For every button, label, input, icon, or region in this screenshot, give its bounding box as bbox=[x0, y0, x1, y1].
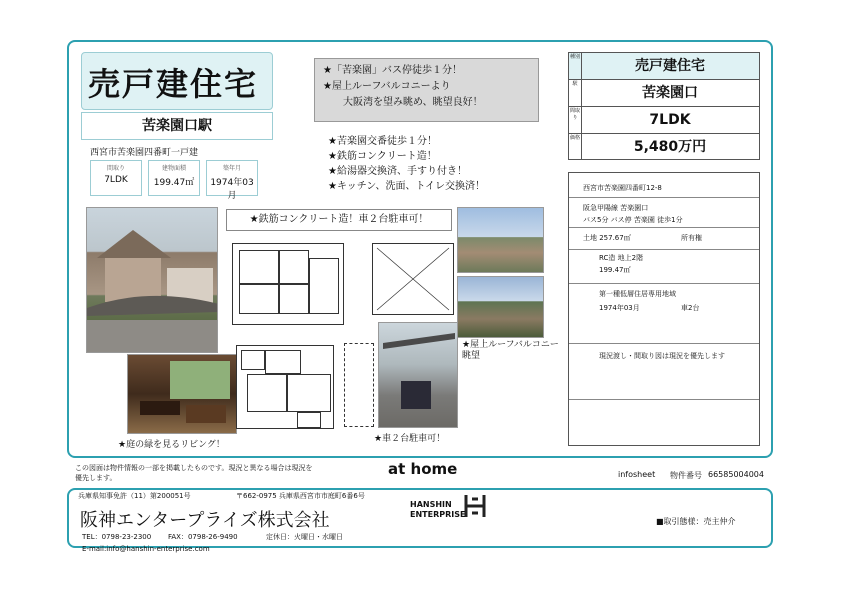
summary-row-price bbox=[569, 134, 759, 160]
divider bbox=[569, 283, 759, 284]
divider bbox=[569, 249, 759, 250]
plan-room bbox=[239, 250, 279, 284]
summary-label: 価格 bbox=[569, 134, 582, 160]
plan-room bbox=[241, 350, 265, 370]
company-tel: TEL：0798-23-2300 bbox=[82, 533, 152, 541]
plan-room bbox=[297, 412, 321, 428]
detail-structure: RC造 地上2階 bbox=[599, 254, 644, 262]
summary-station: 苦楽園口 bbox=[642, 85, 698, 101]
summary-type: 売戸建住宅 bbox=[635, 58, 705, 74]
summary-row-station bbox=[569, 80, 759, 107]
promo-line: 大阪湾を望み眺め、眺望良好！ bbox=[343, 97, 483, 108]
summary-row-type bbox=[569, 53, 759, 80]
property-number: 66585004004 bbox=[708, 470, 764, 479]
summary-row-layout bbox=[569, 107, 759, 134]
plan-room bbox=[247, 374, 287, 412]
details-table bbox=[568, 172, 760, 446]
summary-label: 間取り bbox=[569, 107, 582, 133]
plan-room bbox=[279, 250, 309, 284]
plan-room bbox=[279, 284, 309, 314]
view-photo-1 bbox=[457, 207, 544, 273]
detail-location: 西宮市苦楽園四番町12-8 bbox=[583, 184, 662, 192]
plan-room bbox=[239, 284, 279, 314]
view-photo-2 bbox=[457, 276, 544, 338]
floor-plan-2f bbox=[236, 345, 334, 429]
company-brand-line2: ENTERPRISE bbox=[410, 510, 466, 519]
detail-land-area: 土地 257.67㎡ bbox=[583, 234, 631, 242]
page-title: 売戸建住宅 bbox=[88, 65, 259, 103]
promo-box bbox=[314, 58, 539, 122]
living-illustration bbox=[128, 355, 237, 434]
parking-plan bbox=[344, 343, 374, 427]
living-caption: ★庭の緑を見るリビング！ bbox=[118, 440, 225, 450]
company-holiday: 定休日：火曜日・水曜日 bbox=[266, 533, 343, 541]
detail-built: 1974年03月 bbox=[599, 304, 640, 312]
spec-label: 築年月 bbox=[222, 165, 241, 172]
property-no-label: 物件番号 bbox=[670, 471, 702, 480]
feature-item: ★給湯器交換済、手すり付き！ bbox=[328, 166, 467, 177]
spec-label: 間取り bbox=[106, 165, 125, 172]
house-illustration bbox=[87, 208, 218, 353]
divider bbox=[569, 197, 759, 198]
summary-price: 5,480万円 bbox=[633, 139, 707, 155]
summary-label: 種別 bbox=[569, 53, 582, 79]
company-fax: FAX：0798-26-9490 bbox=[168, 533, 238, 541]
transaction-type: ■取引態様：売主仲介 bbox=[656, 517, 736, 526]
company-license: 兵庫県知事免許（11）第200051号 bbox=[78, 492, 191, 500]
detail-parking: 車2台 bbox=[681, 304, 700, 312]
detail-land-right: 所有権 bbox=[681, 234, 702, 242]
company-logo-mark bbox=[462, 493, 488, 519]
floor-plan-1f bbox=[232, 243, 344, 325]
spec-value: 199.47㎡ bbox=[153, 178, 195, 188]
plan-room bbox=[287, 374, 331, 412]
parking-illustration bbox=[379, 323, 458, 428]
spec-label: 建物面積 bbox=[161, 165, 186, 172]
detail-remarks: 現況渡し・間取り図は現況を優先します bbox=[599, 352, 725, 360]
plan-room bbox=[309, 258, 339, 314]
floor-plan-roof bbox=[372, 243, 454, 315]
detail-zoning: 第一種低層住居専用地域 bbox=[599, 290, 676, 298]
promo-line: ★「苦楽園」バス停徒歩１分！ bbox=[323, 65, 462, 76]
detail-building-area: 199.47㎡ bbox=[599, 266, 631, 274]
company-brand-line1: HANSHIN bbox=[410, 500, 452, 509]
parking-caption: ★車２台駐車可！ bbox=[374, 434, 446, 444]
notice-text: この図面は物件情報の一部を掲載したものです。現況と異なる場合は現況を優先します。 bbox=[75, 464, 313, 482]
infosheet-label: infosheet bbox=[618, 470, 656, 479]
exterior-photo bbox=[86, 207, 218, 353]
summary-table bbox=[568, 52, 760, 160]
divider bbox=[569, 343, 759, 344]
plan-room bbox=[265, 350, 301, 374]
feature-list bbox=[328, 134, 485, 194]
summary-layout: 7LDK bbox=[649, 112, 691, 128]
spec-layout bbox=[90, 160, 142, 196]
roof-plan-lines bbox=[373, 244, 453, 314]
company-address: 〒662-0975 兵庫県西宮市市庭町6番6号 bbox=[236, 492, 365, 500]
divider bbox=[569, 399, 759, 400]
parking-banner: ★鉄筋コンクリート造！車２台駐車可！ bbox=[226, 209, 452, 231]
detail-access: バス5分 バス停 苦楽園 徒歩1分 bbox=[583, 216, 683, 224]
address-short: 西宮市苦楽園四番町一戸建 bbox=[90, 148, 199, 158]
station-name: 苦楽園口駅 bbox=[81, 112, 273, 140]
living-photo bbox=[127, 354, 237, 434]
feature-item: ★鉄筋コンクリート造！ bbox=[328, 151, 437, 162]
divider bbox=[569, 227, 759, 228]
detail-line: 阪急甲陽線 苦楽園口 bbox=[583, 204, 649, 212]
spec-built bbox=[206, 160, 258, 201]
spec-value: 7LDK bbox=[104, 175, 128, 185]
summary-label: 駅 bbox=[569, 80, 582, 106]
spec-building-area bbox=[148, 160, 200, 196]
parking-photo bbox=[378, 322, 458, 428]
feature-item: ★キッチン、洗面、トイレ交換済！ bbox=[328, 181, 485, 192]
promo-line: ★屋上ルーフバルコニーより bbox=[323, 81, 451, 92]
spec-value: 1974年03月 bbox=[210, 178, 254, 201]
roof-caption: ★屋上ルーフバルコニー眺望 bbox=[462, 340, 559, 361]
company-name: 阪神エンタープライズ株式会社 bbox=[80, 510, 330, 531]
feature-item: ★苦楽園交番徒歩１分！ bbox=[328, 136, 437, 147]
athome-logo: at home bbox=[388, 460, 458, 478]
company-email: E-mail:info@hanshin-enterprise.com bbox=[82, 545, 210, 553]
